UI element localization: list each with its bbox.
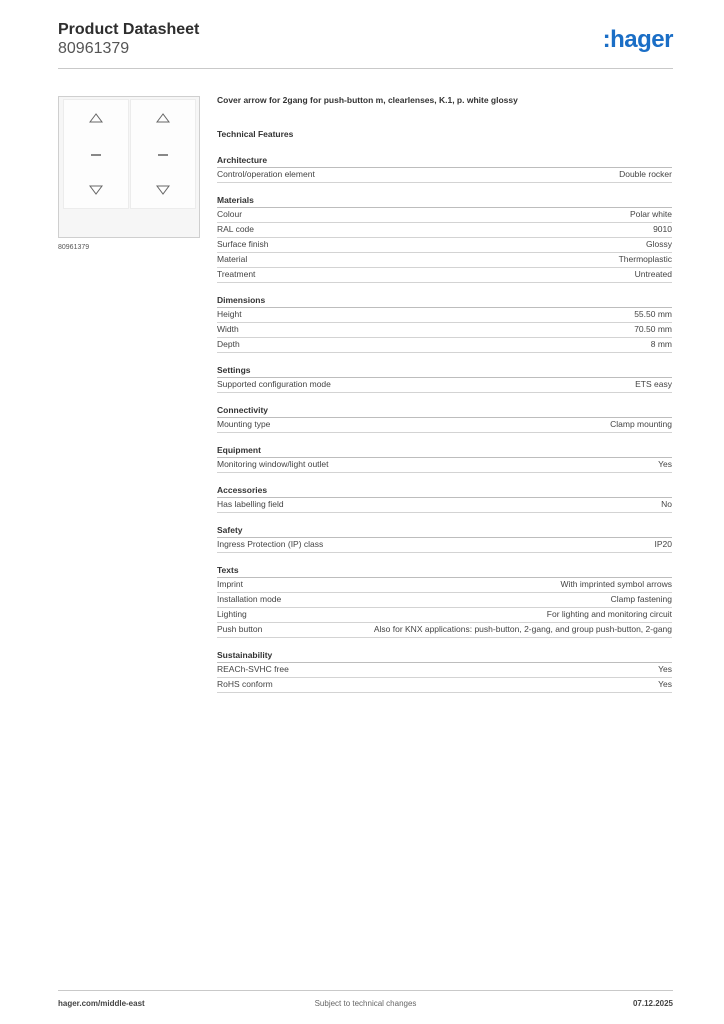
spec-value: Clamp mounting bbox=[610, 419, 672, 429]
spec-section bbox=[217, 195, 672, 283]
page-header bbox=[58, 20, 673, 58]
spec-value: 8 mm bbox=[650, 339, 672, 349]
spec-label: Height bbox=[217, 309, 242, 319]
header-divider bbox=[58, 68, 673, 69]
arrow-up-icon bbox=[90, 114, 102, 122]
dash-icon bbox=[158, 154, 168, 156]
section-title: Architecture bbox=[217, 155, 672, 168]
spec-value: Polar white bbox=[629, 209, 672, 219]
spec-row bbox=[217, 323, 672, 338]
spec-value: Yes bbox=[658, 679, 672, 689]
spec-label: Depth bbox=[217, 339, 240, 349]
spec-label: Installation mode bbox=[217, 594, 282, 604]
spec-label: Supported configuration mode bbox=[217, 379, 331, 389]
spec-label: Imprint bbox=[217, 579, 243, 589]
spec-row bbox=[217, 223, 672, 238]
section-title: Settings bbox=[217, 365, 672, 378]
spec-section bbox=[217, 565, 672, 638]
section-title: Equipment bbox=[217, 445, 672, 458]
spec-section bbox=[217, 650, 672, 693]
section-title: Materials bbox=[217, 195, 672, 208]
spec-value: With imprinted symbol arrows bbox=[560, 579, 672, 589]
spec-section bbox=[217, 155, 672, 183]
spec-row bbox=[217, 268, 672, 283]
section-title: Texts bbox=[217, 565, 672, 578]
spec-section bbox=[217, 525, 672, 553]
arrow-up-icon bbox=[157, 114, 169, 122]
spec-value: 70.50 mm bbox=[634, 324, 672, 334]
spec-label: Has labelling field bbox=[217, 499, 284, 509]
spec-sections bbox=[217, 155, 672, 693]
spec-label: Surface finish bbox=[217, 239, 269, 249]
spec-row bbox=[217, 623, 672, 638]
spec-value: For lighting and monitoring circuit bbox=[546, 609, 672, 619]
spec-label: Width bbox=[217, 324, 239, 334]
spec-section bbox=[217, 485, 672, 513]
spec-section bbox=[217, 365, 672, 393]
section-title: Connectivity bbox=[217, 405, 672, 418]
spec-label: Mounting type bbox=[217, 419, 271, 429]
product-number: 80961379 bbox=[58, 40, 130, 57]
spec-value: 9010 bbox=[653, 224, 672, 234]
dash-icon bbox=[91, 154, 101, 156]
spec-label: Push button bbox=[217, 624, 263, 634]
product-description: Cover arrow for 2gang for push-button m, clearlenses, K.1, p. white glossy bbox=[217, 95, 518, 105]
spec-label: Control/operation element bbox=[217, 169, 315, 179]
spec-row bbox=[217, 253, 672, 268]
spec-label: RAL code bbox=[217, 224, 255, 234]
spec-value: ETS easy bbox=[635, 379, 672, 389]
spec-row bbox=[217, 498, 672, 513]
spec-value: Also for KNX applications: push-button, 2-gang, and group push-button, 2-gang bbox=[373, 624, 672, 634]
spec-label: Ingress Protection (IP) class bbox=[217, 539, 324, 549]
footer-divider bbox=[58, 990, 673, 991]
spec-label: Monitoring window/light outlet bbox=[217, 459, 329, 469]
spec-row bbox=[217, 338, 672, 353]
spec-value: Glossy bbox=[646, 239, 672, 249]
footer-date: 07.12.2025 bbox=[632, 999, 673, 1008]
spec-row bbox=[217, 308, 672, 323]
spec-value: Yes bbox=[658, 664, 672, 674]
spec-content bbox=[217, 95, 672, 693]
spec-label: Lighting bbox=[217, 609, 247, 619]
spec-label: Treatment bbox=[217, 269, 256, 279]
image-caption: 80961379 bbox=[58, 244, 90, 251]
section-title: Safety bbox=[217, 525, 672, 538]
spec-row bbox=[217, 238, 672, 253]
spec-value: No bbox=[661, 499, 672, 509]
spec-label: RoHS conform bbox=[217, 679, 273, 689]
rocker-right bbox=[130, 99, 196, 209]
section-title: Accessories bbox=[217, 485, 672, 498]
spec-row bbox=[217, 378, 672, 393]
product-image bbox=[58, 96, 200, 238]
section-title: Dimensions bbox=[217, 295, 672, 308]
spec-row bbox=[217, 663, 672, 678]
arrow-down-icon bbox=[90, 186, 102, 194]
spec-row bbox=[217, 458, 672, 473]
spec-row bbox=[217, 168, 672, 183]
features-heading: Technical Features bbox=[217, 129, 294, 139]
section-title: Sustainability bbox=[217, 650, 672, 663]
footer-website[interactable]: hager.com/middle-east bbox=[58, 999, 145, 1008]
spec-row bbox=[217, 208, 672, 223]
spec-section bbox=[217, 405, 672, 433]
spec-value: Clamp fastening bbox=[610, 594, 672, 604]
hager-logo: :hager bbox=[602, 26, 673, 53]
spec-row bbox=[217, 678, 672, 693]
spec-section bbox=[217, 295, 672, 353]
footer-note: Subject to technical changes bbox=[314, 999, 417, 1008]
spec-label: REACh-SVHC free bbox=[217, 664, 289, 674]
rocker-left bbox=[63, 99, 129, 209]
spec-value: 55.50 mm bbox=[634, 309, 672, 319]
spec-row bbox=[217, 418, 672, 433]
spec-value: IP20 bbox=[654, 539, 672, 549]
page-title: Product Datasheet bbox=[58, 21, 200, 38]
spec-row bbox=[217, 593, 672, 608]
spec-label: Material bbox=[217, 254, 248, 264]
spec-value: Untreated bbox=[634, 269, 672, 279]
spec-row bbox=[217, 538, 672, 553]
spec-value: Thermoplastic bbox=[618, 254, 672, 264]
arrow-down-icon bbox=[157, 186, 169, 194]
spec-row bbox=[217, 578, 672, 593]
spec-section bbox=[217, 445, 672, 473]
spec-label: Colour bbox=[217, 209, 243, 219]
spec-value: Double rocker bbox=[619, 169, 672, 179]
spec-row bbox=[217, 608, 672, 623]
spec-value: Yes bbox=[658, 459, 672, 469]
